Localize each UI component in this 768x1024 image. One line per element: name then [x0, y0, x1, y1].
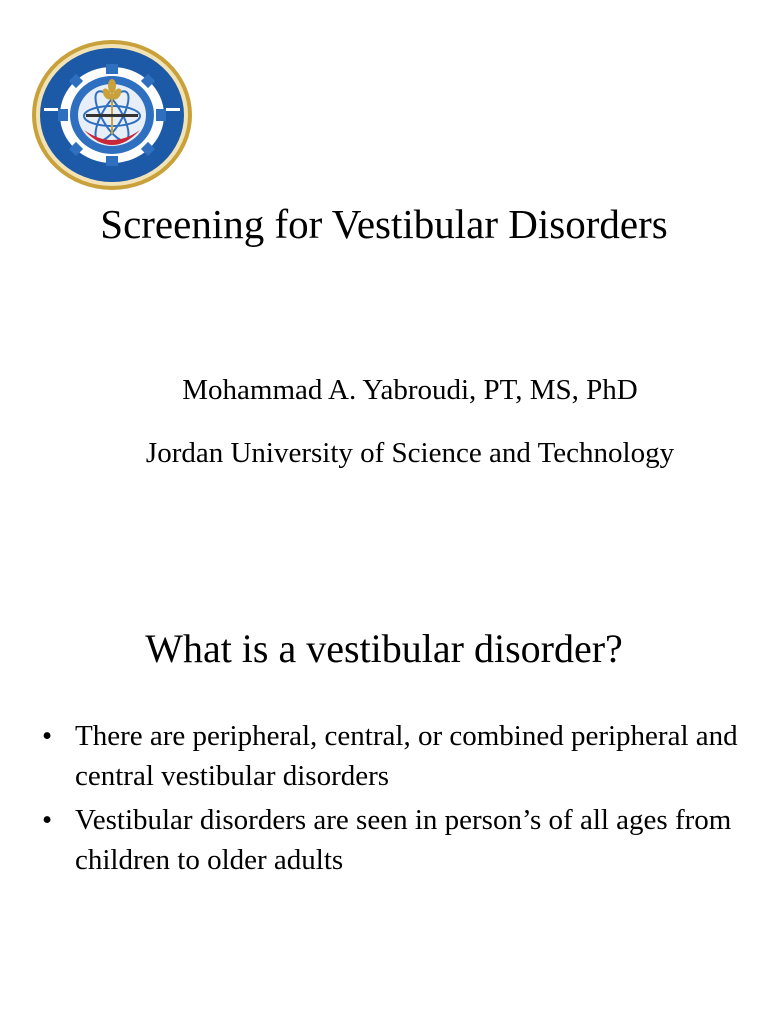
affiliation: Jordan University of Science and Technology	[145, 437, 675, 469]
section-title: What is a vestibular disorder?	[145, 626, 623, 671]
bullet-list	[42, 716, 742, 884]
bullet-item	[42, 716, 742, 796]
university-seal-logo	[30, 38, 194, 192]
bullet-item	[42, 800, 742, 880]
bullet-symbol: •	[42, 804, 53, 836]
author-name: Mohammad A. Yabroudi, PT, MS, PhD	[182, 374, 638, 406]
bullet-symbol: •	[42, 720, 53, 752]
bullet-text: There are peripheral, central, or combined peripheral and central vestibular disorders	[75, 720, 738, 792]
seal-icon	[30, 38, 194, 192]
slide-title: Screening for Vestibular Disorders	[100, 201, 668, 247]
bullet-text: Vestibular disorders are seen in person’s of all ages from children to older adults	[75, 804, 732, 876]
